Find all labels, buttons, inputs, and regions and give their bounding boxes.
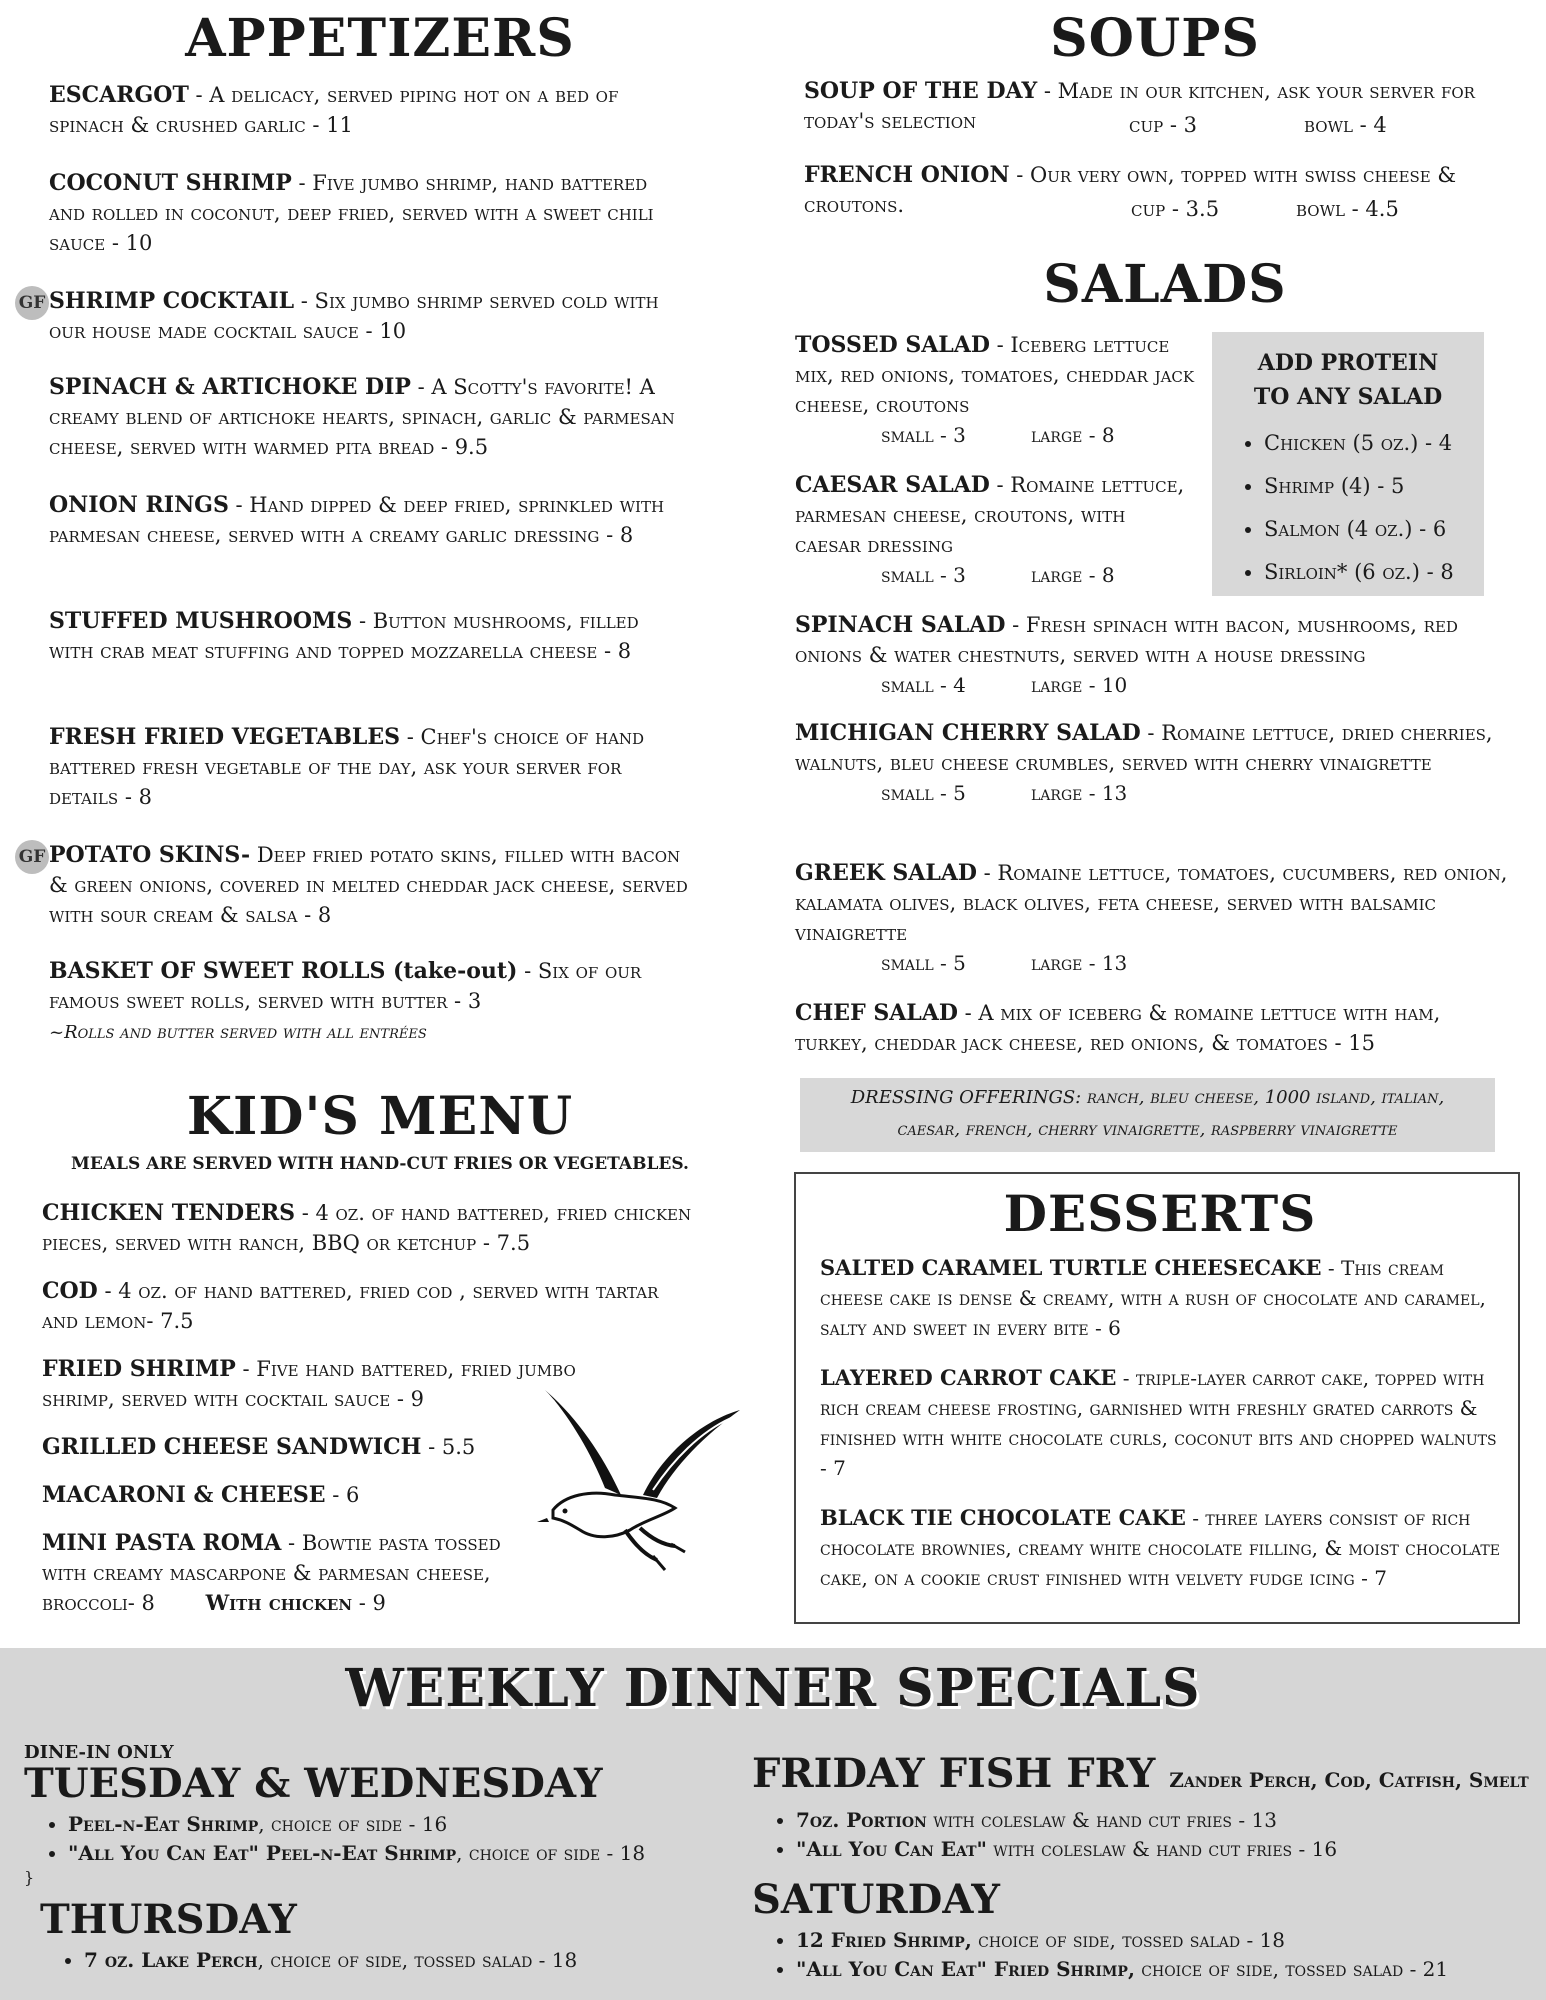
item-name: COCONUT SHRIMP bbox=[49, 170, 292, 196]
small-price: small - 5 bbox=[881, 951, 966, 975]
small-price: small - 3 bbox=[881, 423, 966, 447]
menu-item bbox=[804, 76, 1504, 136]
special-item-desc: with coleslaw & hand cut fries - 16 bbox=[986, 1837, 1338, 1861]
menu-item bbox=[820, 1363, 1500, 1483]
add-protein-box bbox=[1212, 332, 1484, 596]
item-desc: - Button mushrooms, filled with crab meat stuffing and topped mozzarella cheese - 8 bbox=[49, 609, 639, 663]
item-desc: - A delicacy, served piping hot on a bed of spinach & crushed garlic - 11 bbox=[49, 83, 619, 137]
item-desc: - Fresh spinach with bacon, mushrooms, red onions & water chestnuts, served with a house dressing bbox=[795, 613, 1458, 667]
special-item-desc: , choice of side, tossed salad - 18 bbox=[257, 1948, 578, 1972]
pasta-chicken-label: With chicken bbox=[205, 1590, 353, 1615]
special-item-name: 12 Fried Shrimp, bbox=[796, 1928, 972, 1952]
item-desc: - triple-layer carrot cake, topped with rich cream cheese frosting, garnished with freshly grated carrots & finished with white chocolate curls, coconut bits and chopped walnuts - 7 bbox=[820, 1366, 1497, 1480]
special-item-desc: , choice of side - 16 bbox=[258, 1812, 448, 1836]
menu-item bbox=[49, 372, 699, 462]
special-item-desc: choice of side, tossed salad - 18 bbox=[971, 1928, 1286, 1952]
item-name: CHEF SALAD bbox=[795, 1000, 958, 1026]
protein-item: • Chicken (5 oz.) - 4 bbox=[1264, 422, 1484, 465]
special-list bbox=[40, 1946, 740, 1975]
item-name: BASKET OF SWEET ROLLS (take-out) bbox=[49, 958, 518, 984]
item-desc: - Five hand battered, fried jumbo shrimp, served with cocktail sauce - 9 bbox=[42, 1357, 576, 1411]
item-name: SALTED CARAMEL TURTLE CHEESECAKE bbox=[820, 1255, 1322, 1280]
large-price: large - 13 bbox=[1031, 951, 1128, 975]
item-desc: - Romaine lettuce, tomatoes, cucumbers, red onion, kalamata olives, black olives, feta cheese, served with balsamic vinaigrette bbox=[795, 861, 1508, 945]
special-item-name: 7 oz. Lake Perch bbox=[84, 1948, 258, 1972]
item-name: CHICKEN TENDERS bbox=[42, 1200, 296, 1226]
menu-item bbox=[820, 1503, 1500, 1593]
item-name: SOUP OF THE DAY bbox=[804, 78, 1038, 104]
specials-title: WEEKLY DINNER SPECIALS bbox=[345, 1658, 1201, 1719]
size-prices bbox=[795, 420, 1195, 450]
protein-title-line1: ADD PROTEIN bbox=[1257, 350, 1439, 376]
kids-menu-subtitle: MEALS ARE SERVED WITH HAND-CUT FRIES OR VEGETABLES. bbox=[71, 1154, 689, 1174]
size-prices bbox=[795, 670, 1515, 700]
gluten-free-badge: GF bbox=[15, 840, 49, 874]
menu-item bbox=[49, 80, 689, 140]
special-item-name: "All You Can Eat" Peel-n-Eat Shrimp bbox=[68, 1841, 457, 1865]
special-item-name: Peel-n-Eat Shrimp bbox=[68, 1812, 259, 1836]
item-desc: - Bowtie pasta tossed with creamy mascarpone & parmesan cheese, broccoli- 8 bbox=[42, 1531, 501, 1615]
item-desc: - 4 oz. of hand battered, fried cod , served with tartar and lemon- 7.5 bbox=[42, 1279, 659, 1333]
item-name: SPINACH SALAD bbox=[795, 612, 1006, 638]
protein-item: • Salmon (4 oz.) - 6 bbox=[1264, 508, 1484, 551]
special-day: THURSDAY bbox=[40, 1896, 297, 1943]
small-price: small - 5 bbox=[881, 781, 966, 805]
special-list bbox=[752, 1926, 1542, 1984]
small-price: small - 3 bbox=[881, 563, 966, 587]
item-name: SHRIMP COCKTAIL bbox=[49, 288, 295, 314]
item-name: POTATO SKINS- bbox=[49, 842, 251, 868]
dine-in-label: DINE-IN ONLY bbox=[24, 1742, 174, 1763]
item-desc: - 6 bbox=[325, 1483, 360, 1507]
special-item-desc: choice of side, tossed salad - 21 bbox=[1134, 1957, 1449, 1981]
special-thursday bbox=[40, 1898, 740, 1975]
special-item-desc: , choice of side - 18 bbox=[456, 1841, 646, 1865]
menu-item bbox=[18, 840, 699, 930]
bowl-price: bowl - 4 bbox=[1304, 113, 1387, 137]
protein-list bbox=[1212, 422, 1484, 594]
menu-item bbox=[49, 956, 689, 1048]
menu-item bbox=[18, 286, 689, 346]
weekly-specials bbox=[0, 1648, 1546, 2000]
special-item bbox=[68, 1810, 724, 1839]
menu-item bbox=[42, 1198, 692, 1258]
gluten-free-badge: GF bbox=[15, 286, 49, 320]
item-name: TOSSED SALAD bbox=[795, 332, 990, 358]
large-price: large - 10 bbox=[1031, 673, 1128, 697]
item-desc: - 4 oz. of hand battered, fried chicken pieces, served with ranch, BBQ or ketchup - 7.5 bbox=[42, 1201, 692, 1255]
item-desc: - A mix of iceberg & romaine lettuce with ham, turkey, cheddar jack cheese, red onions, & tomatoes - 15 bbox=[795, 1001, 1441, 1055]
special-item bbox=[796, 1835, 1542, 1864]
special-saturday bbox=[752, 1878, 1542, 1984]
item-name: STUFFED MUSHROOMS bbox=[49, 608, 353, 634]
bowl-price: bowl - 4.5 bbox=[1296, 197, 1399, 221]
friday-fish-list: Zander Perch, Cod, Catfish, Smelt bbox=[1169, 1768, 1529, 1792]
size-prices bbox=[795, 560, 1195, 590]
menu-item bbox=[49, 606, 689, 666]
special-tue-wed: DINE-IN ONLY TUESDAY & WEDNESDAY • Peel-n-Eat Shrimp, choice of side - 16 • "All You Can Eat" Peel-n-Eat Shrimp, choice of side - 18 } bbox=[24, 1744, 724, 1887]
size-prices bbox=[795, 948, 1515, 978]
special-item-name: "All You Can Eat" bbox=[796, 1837, 987, 1861]
item-name: GREEK SALAD bbox=[795, 860, 977, 886]
item-name: ESCARGOT bbox=[49, 82, 189, 108]
item-desc: - Five jumbo shrimp, hand battered and rolled in coconut, deep fried, served with a sweet chili sauce - 10 bbox=[49, 171, 654, 255]
item-desc: - Six of our famous sweet rolls, served with butter - 3 bbox=[49, 959, 642, 1013]
protein-title bbox=[1212, 346, 1484, 414]
menu-item bbox=[804, 160, 1504, 220]
appetizers-title: APPETIZERS bbox=[185, 8, 575, 69]
item-desc: - three layers consist of rich chocolate brownies, creamy white chocolate filling, & moist chocolate cake, on a cookie crust finished with velvety fudge icing - 7 bbox=[820, 1506, 1500, 1590]
special-item bbox=[84, 1946, 740, 1975]
item-name: SPINACH & ARTICHOKE DIP bbox=[49, 374, 411, 400]
special-item-name: 7oz. Portion bbox=[796, 1808, 927, 1832]
item-name: CAESAR SALAD bbox=[795, 472, 990, 498]
large-price: large - 13 bbox=[1031, 781, 1128, 805]
item-desc: - This cream cheese cake is dense & creamy, with a rush of chocolate and caramel, salty and sweet in every bite - 6 bbox=[820, 1256, 1486, 1340]
special-item-desc: with coleslaw & hand cut fries - 13 bbox=[926, 1808, 1277, 1832]
menu-item bbox=[42, 1528, 542, 1618]
item-desc: - Our very own, topped with swiss cheese & croutons. bbox=[804, 163, 1457, 217]
item-desc: - Romaine lettuce, dried cherries, walnuts, bleu cheese crumbles, served with cherry vinaigrette bbox=[795, 721, 1493, 775]
item-desc: - 5.5 bbox=[421, 1435, 476, 1459]
desserts-box bbox=[794, 1172, 1520, 1624]
desserts-title: DESSERTS bbox=[1003, 1184, 1317, 1243]
salads-title: SALADS bbox=[1043, 254, 1287, 315]
special-day bbox=[752, 1752, 1542, 1802]
protein-item: • Sirloin* (6 oz.) - 8 bbox=[1264, 551, 1484, 594]
dressing-line1: ranch, bleu cheese, 1000 island, italian, bbox=[1081, 1087, 1445, 1108]
menu-item bbox=[49, 722, 689, 812]
menu-item bbox=[42, 1276, 682, 1336]
item-name: FRIED SHRIMP bbox=[42, 1356, 236, 1382]
menu-item bbox=[49, 168, 689, 258]
menu-item bbox=[795, 998, 1515, 1058]
menu-item bbox=[795, 470, 1195, 590]
size-prices bbox=[795, 778, 1515, 808]
item-name: BLACK TIE CHOCOLATE CAKE bbox=[820, 1505, 1186, 1530]
protein-item: • Shrimp (4) - 5 bbox=[1264, 465, 1484, 508]
item-name: FRENCH ONION bbox=[804, 162, 1010, 188]
item-desc: - Made in our kitchen, ask your server for today's selection bbox=[804, 79, 1475, 133]
special-day: TUESDAY & WEDNESDAY bbox=[24, 1760, 603, 1807]
item-desc: - Hand dipped & deep fried, sprinkled with parmesan cheese, served with a creamy garlic dressing - 8 bbox=[49, 493, 665, 547]
item-desc: - A Scotty's favorite! A creamy blend of artichoke hearts, spinach, garlic & parmesan cheese, served with warmed pita bread - 9.5 bbox=[49, 375, 675, 459]
dressing-offerings bbox=[800, 1078, 1495, 1152]
item-name: MICHIGAN CHERRY SALAD bbox=[795, 720, 1141, 746]
item-desc: - Chef's choice of hand battered fresh vegetable of the day, ask your server for details - 8 bbox=[49, 725, 645, 809]
item-name: ONION RINGS bbox=[49, 492, 229, 518]
special-item bbox=[796, 1926, 1542, 1955]
dressing-label: DRESSING OFFERINGS: bbox=[850, 1087, 1082, 1108]
item-desc: - Six jumbo shrimp served cold with our house made cocktail sauce - 10 bbox=[49, 289, 659, 343]
item-name: FRESH FRIED VEGETABLES bbox=[49, 724, 401, 750]
large-price: large - 8 bbox=[1031, 563, 1115, 587]
item-name: MINI PASTA ROMA bbox=[42, 1530, 282, 1556]
large-price: large - 8 bbox=[1031, 423, 1115, 447]
item-name: MACARONI & CHEESE bbox=[42, 1482, 326, 1508]
menu-item bbox=[795, 610, 1515, 700]
cup-price: cup - 3 bbox=[1129, 113, 1198, 137]
menu-item bbox=[820, 1253, 1500, 1343]
cup-price: cup - 3.5 bbox=[1131, 197, 1220, 221]
menu-item bbox=[49, 490, 689, 550]
kids-menu-title: KID'S MENU bbox=[186, 1086, 574, 1147]
protein-title-line2: TO ANY SALAD bbox=[1253, 384, 1443, 410]
special-list bbox=[24, 1810, 724, 1868]
friday-title: FRIDAY FISH FRY bbox=[752, 1750, 1156, 1797]
special-friday bbox=[752, 1752, 1542, 1864]
menu-item bbox=[795, 330, 1195, 450]
special-item-name: "All You Can Eat" Fried Shrimp, bbox=[796, 1957, 1135, 1981]
item-name: LAYERED CARROT CAKE bbox=[820, 1365, 1117, 1390]
small-price: small - 4 bbox=[881, 673, 966, 697]
special-item bbox=[796, 1806, 1542, 1835]
special-list bbox=[752, 1806, 1542, 1864]
item-desc: - Romaine lettuce, parmesan cheese, croutons, with caesar dressing bbox=[795, 473, 1185, 557]
rolls-note: ~Rolls and butter served with all entrées bbox=[49, 1022, 427, 1043]
special-item bbox=[68, 1839, 724, 1868]
dressing-line2: caesar, french, cherry vinaigrette, raspberry vinaigrette bbox=[897, 1119, 1398, 1140]
item-name: GRILLED CHEESE SANDWICH bbox=[42, 1434, 422, 1460]
item-name: COD bbox=[42, 1278, 98, 1304]
menu-item bbox=[795, 718, 1515, 808]
pasta-chicken-price: - 9 bbox=[352, 1591, 386, 1615]
soups-title: SOUPS bbox=[1050, 8, 1260, 69]
item-desc: - Iceberg lettuce mix, red onions, tomatoes, cheddar jack cheese, croutons bbox=[795, 333, 1195, 417]
special-day: SATURDAY bbox=[752, 1876, 1000, 1923]
menu-item bbox=[795, 858, 1515, 978]
item-desc: Deep fried potato skins, filled with bacon & green onions, covered in melted cheddar jack cheese, served with sour cream & salsa - 8 bbox=[49, 843, 688, 927]
special-item bbox=[796, 1955, 1542, 1984]
seagull-illustration bbox=[535, 1370, 745, 1590]
